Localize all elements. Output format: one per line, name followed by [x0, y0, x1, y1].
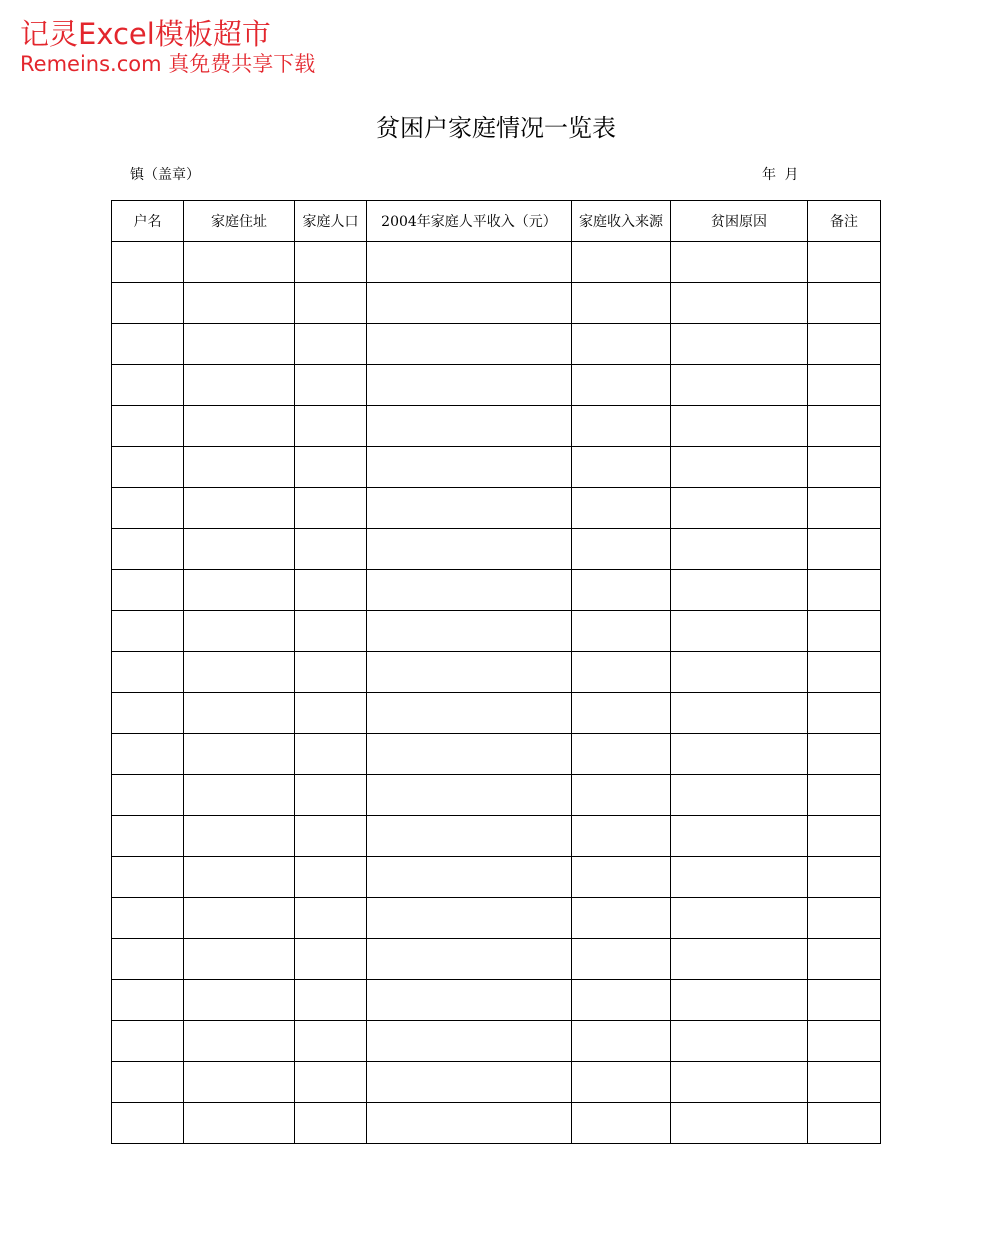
table-cell — [671, 857, 808, 898]
table-cell — [808, 488, 881, 529]
table-cell — [572, 488, 671, 529]
table-row — [112, 980, 881, 1021]
table-cell — [572, 242, 671, 283]
table-cell — [572, 980, 671, 1021]
table-cell — [671, 1103, 808, 1144]
header-remarks: 备注 — [808, 201, 881, 242]
table-row — [112, 1021, 881, 1062]
table-cell — [184, 611, 295, 652]
table-cell — [367, 242, 572, 283]
table-cell — [572, 1021, 671, 1062]
table-row — [112, 1103, 881, 1144]
table-cell — [295, 365, 367, 406]
table-cell — [808, 406, 881, 447]
table-cell — [295, 324, 367, 365]
table-cell — [572, 611, 671, 652]
header-income-source: 家庭收入来源 — [572, 201, 671, 242]
table-cell — [184, 1062, 295, 1103]
table-cell — [112, 611, 184, 652]
table-cell — [184, 734, 295, 775]
table-cell — [112, 816, 184, 857]
table-cell — [112, 857, 184, 898]
table-cell — [808, 857, 881, 898]
table-cell — [671, 488, 808, 529]
table-cell — [671, 611, 808, 652]
table-cell — [808, 980, 881, 1021]
table-row — [112, 857, 881, 898]
header-income-per-capita: 2004年家庭人平收入（元） — [367, 201, 572, 242]
table-cell — [808, 939, 881, 980]
table-row — [112, 1062, 881, 1103]
table-cell — [184, 652, 295, 693]
table-cell — [808, 529, 881, 570]
table-row — [112, 611, 881, 652]
table-cell — [295, 898, 367, 939]
table-cell — [367, 816, 572, 857]
table-cell — [295, 1021, 367, 1062]
table-cell — [112, 898, 184, 939]
table-cell — [808, 365, 881, 406]
table-cell — [112, 242, 184, 283]
table-cell — [367, 652, 572, 693]
table-cell — [572, 734, 671, 775]
table-cell — [367, 980, 572, 1021]
table-cell — [572, 1103, 671, 1144]
table-cell — [808, 1103, 881, 1144]
table-cell — [367, 775, 572, 816]
table-cell — [112, 283, 184, 324]
table-cell — [184, 365, 295, 406]
table-cell — [112, 324, 184, 365]
table-cell — [808, 693, 881, 734]
table-cell — [112, 939, 184, 980]
table-row — [112, 734, 881, 775]
table-cell — [367, 857, 572, 898]
table-cell — [671, 365, 808, 406]
table-cell — [671, 898, 808, 939]
table-row — [112, 652, 881, 693]
table-cell — [671, 1021, 808, 1062]
header-poverty-reason: 贫困原因 — [671, 201, 808, 242]
table-cell — [367, 898, 572, 939]
table-cell — [112, 1103, 184, 1144]
table-cell — [367, 447, 572, 488]
header-family-address: 家庭住址 — [184, 201, 295, 242]
document-title: 贫困户家庭情况一览表 — [376, 114, 616, 142]
table-cell — [572, 365, 671, 406]
table-cell — [112, 570, 184, 611]
table-cell — [295, 488, 367, 529]
table-cell — [367, 693, 572, 734]
watermark — [20, 17, 316, 76]
table-cell — [295, 406, 367, 447]
table-cell — [184, 939, 295, 980]
table-cell — [184, 898, 295, 939]
table-cell — [184, 570, 295, 611]
table-row — [112, 529, 881, 570]
table-cell — [295, 816, 367, 857]
table-cell — [671, 734, 808, 775]
table-cell — [367, 529, 572, 570]
table-cell — [184, 324, 295, 365]
table-cell — [367, 570, 572, 611]
table-cell — [671, 283, 808, 324]
table-cell — [671, 652, 808, 693]
table-cell — [184, 242, 295, 283]
table-cell — [572, 652, 671, 693]
table-cell — [184, 816, 295, 857]
table-cell — [572, 570, 671, 611]
table-cell — [367, 324, 572, 365]
table-cell — [295, 611, 367, 652]
table-cell — [184, 857, 295, 898]
table-cell — [572, 939, 671, 980]
table-cell — [572, 816, 671, 857]
table-cell — [572, 406, 671, 447]
table-cell — [808, 1062, 881, 1103]
table-cell — [295, 1103, 367, 1144]
table-cell — [367, 365, 572, 406]
table-cell — [671, 570, 808, 611]
table-cell — [367, 939, 572, 980]
table-row — [112, 898, 881, 939]
table-cell — [112, 488, 184, 529]
table-cell — [184, 529, 295, 570]
table-cell — [808, 652, 881, 693]
date-label: 年 月 — [762, 167, 799, 183]
table-cell — [295, 283, 367, 324]
table-cell — [367, 1021, 572, 1062]
table-row — [112, 488, 881, 529]
table-cell — [671, 529, 808, 570]
table-cell — [112, 406, 184, 447]
table-cell — [808, 570, 881, 611]
table-row — [112, 324, 881, 365]
table-cell — [184, 775, 295, 816]
table-row — [112, 693, 881, 734]
table-cell — [808, 898, 881, 939]
table-cell — [112, 529, 184, 570]
table-cell — [367, 488, 572, 529]
table-cell — [112, 980, 184, 1021]
table-cell — [572, 775, 671, 816]
table-cell — [808, 775, 881, 816]
table-cell — [295, 447, 367, 488]
table-cell — [671, 1062, 808, 1103]
table-cell — [572, 693, 671, 734]
table-cell — [808, 324, 881, 365]
table-cell — [808, 1021, 881, 1062]
table-cell — [572, 283, 671, 324]
table-cell — [184, 693, 295, 734]
table-cell — [367, 406, 572, 447]
table-cell — [184, 1103, 295, 1144]
table-cell — [184, 283, 295, 324]
table-cell — [572, 1062, 671, 1103]
table-cell — [295, 734, 367, 775]
table-cell — [367, 283, 572, 324]
table-cell — [808, 242, 881, 283]
table-cell — [671, 775, 808, 816]
table-cell — [367, 1103, 572, 1144]
table-cell — [572, 898, 671, 939]
watermark-site: Remeins.com 真免费共享下载 — [20, 52, 316, 76]
table-header-row — [112, 201, 881, 242]
table-row — [112, 406, 881, 447]
table-cell — [112, 1021, 184, 1062]
table-cell — [808, 447, 881, 488]
table-cell — [671, 406, 808, 447]
header-household-name: 户名 — [112, 201, 184, 242]
table-cell — [808, 734, 881, 775]
table-cell — [295, 242, 367, 283]
table-cell — [295, 775, 367, 816]
table-body — [112, 242, 881, 1144]
table-cell — [572, 857, 671, 898]
table-cell — [295, 1062, 367, 1103]
table-row — [112, 775, 881, 816]
watermark-brand: 记灵Excel模板超市 — [20, 17, 271, 51]
town-seal-label: 镇（盖章） — [130, 167, 200, 183]
table-cell — [295, 693, 367, 734]
table-cell — [295, 570, 367, 611]
table-row — [112, 570, 881, 611]
table-cell — [295, 939, 367, 980]
table-cell — [184, 980, 295, 1021]
table-cell — [112, 734, 184, 775]
table-row — [112, 365, 881, 406]
table-row — [112, 939, 881, 980]
table-cell — [184, 488, 295, 529]
table-cell — [671, 980, 808, 1021]
table-cell — [671, 447, 808, 488]
table-row — [112, 242, 881, 283]
table-cell — [112, 1062, 184, 1103]
table-row — [112, 283, 881, 324]
table-cell — [184, 447, 295, 488]
table-cell — [112, 447, 184, 488]
table-cell — [671, 939, 808, 980]
table-cell — [572, 529, 671, 570]
table-cell — [671, 693, 808, 734]
table-cell — [671, 242, 808, 283]
table-cell — [295, 857, 367, 898]
table-cell — [367, 1062, 572, 1103]
table-cell — [112, 365, 184, 406]
table-cell — [671, 816, 808, 857]
table-cell — [572, 447, 671, 488]
table-cell — [112, 775, 184, 816]
table-row — [112, 447, 881, 488]
table-cell — [112, 693, 184, 734]
table-cell — [808, 611, 881, 652]
table-row — [112, 816, 881, 857]
table-cell — [808, 816, 881, 857]
header-family-size: 家庭人口 — [295, 201, 367, 242]
table-cell — [572, 324, 671, 365]
table-cell — [295, 652, 367, 693]
table-cell — [671, 324, 808, 365]
table-cell — [367, 611, 572, 652]
table-cell — [112, 652, 184, 693]
poverty-household-table — [111, 200, 881, 1144]
table-cell — [367, 734, 572, 775]
table-cell — [295, 529, 367, 570]
table-cell — [184, 1021, 295, 1062]
table-cell — [808, 283, 881, 324]
table-cell — [184, 406, 295, 447]
table-cell — [295, 980, 367, 1021]
